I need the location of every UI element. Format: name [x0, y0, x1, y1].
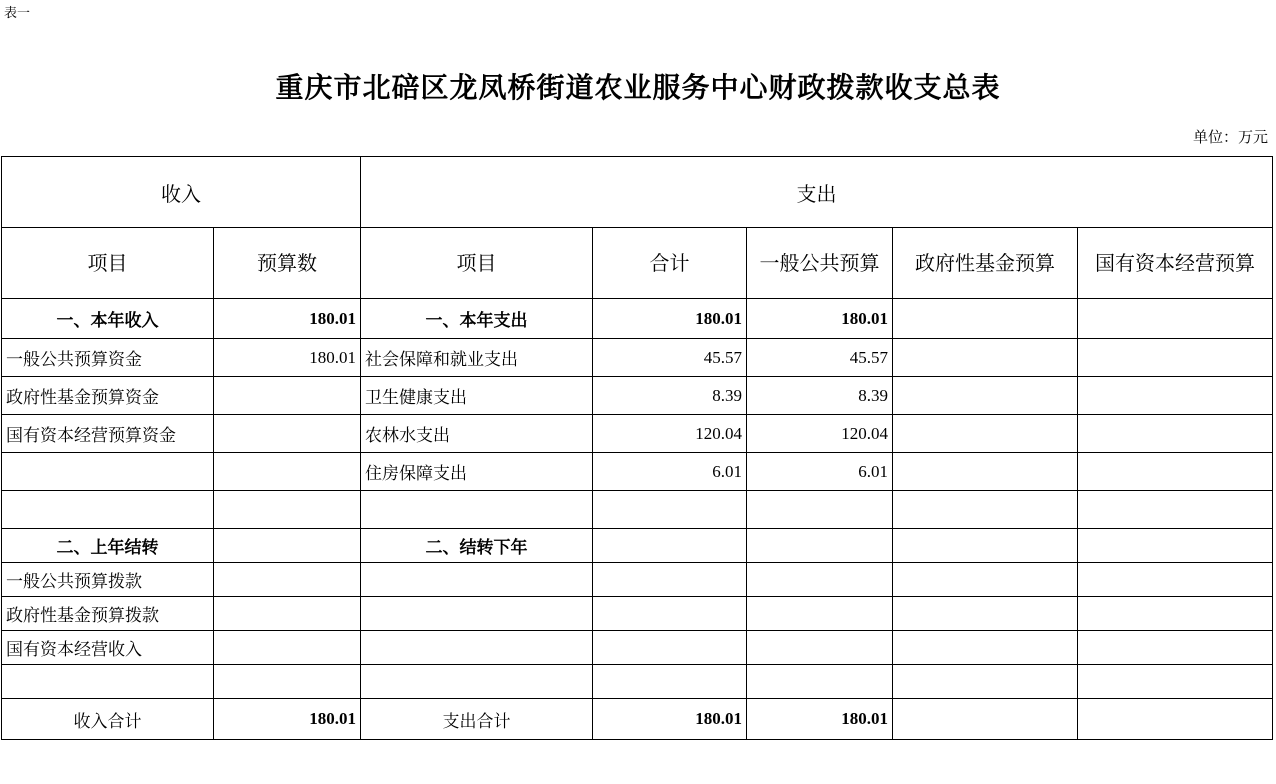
general-public-cell — [747, 665, 893, 699]
income-item-cell: 政府性基金预算资金 — [2, 377, 214, 415]
table-row — [2, 631, 1273, 665]
gov-fund-cell — [893, 597, 1078, 631]
expense-total-cell — [593, 563, 747, 597]
expense-item-cell: 二、结转下年 — [361, 529, 593, 563]
document-title: 重庆市北碚区龙凤桥街道农业服务中心财政拨款收支总表 — [275, 71, 1001, 104]
gov-fund-cell — [893, 491, 1078, 529]
gov-fund-cell — [893, 339, 1078, 377]
expense-item-cell — [361, 665, 593, 699]
state-capital-cell — [1078, 453, 1273, 491]
expense-item-cell — [361, 631, 593, 665]
income-budget-cell — [214, 415, 361, 453]
state-capital-cell — [1078, 563, 1273, 597]
income-item-cell: 收入合计 — [2, 699, 214, 740]
expense-total-cell: 120.04 — [593, 415, 747, 453]
state-capital-cell — [1078, 665, 1273, 699]
gov-fund-cell — [893, 631, 1078, 665]
gov-fund-cell — [893, 453, 1078, 491]
expense-total-cell: 180.01 — [593, 299, 747, 339]
table-label: 表一 — [4, 6, 31, 21]
gov-fund-cell — [893, 665, 1078, 699]
col-header-total: 合计 — [593, 228, 747, 299]
col-header-income-item: 项目 — [2, 228, 214, 299]
group-header-row — [2, 157, 1273, 228]
income-budget-cell — [214, 377, 361, 415]
expense-total-cell — [593, 491, 747, 529]
income-budget-cell — [214, 665, 361, 699]
expense-item-cell: 支出合计 — [361, 699, 593, 740]
general-public-cell: 8.39 — [747, 377, 893, 415]
state-capital-cell — [1078, 377, 1273, 415]
gov-fund-cell — [893, 699, 1078, 740]
state-capital-cell — [1078, 631, 1273, 665]
expense-total-cell: 45.57 — [593, 339, 747, 377]
general-public-cell: 45.57 — [747, 339, 893, 377]
general-public-cell: 180.01 — [747, 699, 893, 740]
income-budget-cell: 180.01 — [214, 339, 361, 377]
expense-total-cell — [593, 529, 747, 563]
total-row — [2, 699, 1273, 740]
table-row — [2, 299, 1273, 339]
income-item-cell: 国有资本经营收入 — [2, 631, 214, 665]
col-header-state-capital: 国有资本经营预算 — [1078, 228, 1273, 299]
income-budget-cell — [214, 563, 361, 597]
income-budget-cell — [214, 491, 361, 529]
expense-item-cell: 一、本年支出 — [361, 299, 593, 339]
table-row — [2, 339, 1273, 377]
income-item-cell: 一般公共预算拨款 — [2, 563, 214, 597]
expense-total-cell: 180.01 — [593, 699, 747, 740]
column-header-row — [2, 228, 1273, 299]
expense-item-cell: 卫生健康支出 — [361, 377, 593, 415]
unit-label: 单位：万元 — [1192, 128, 1268, 146]
expense-item-cell — [361, 597, 593, 631]
income-item-cell — [2, 491, 214, 529]
col-header-general-public: 一般公共预算 — [747, 228, 893, 299]
expense-total-cell — [593, 631, 747, 665]
state-capital-cell — [1078, 339, 1273, 377]
income-item-cell — [2, 453, 214, 491]
income-group-header: 收入 — [2, 157, 361, 228]
income-budget-cell: 180.01 — [214, 699, 361, 740]
table-row — [2, 529, 1273, 563]
state-capital-cell — [1078, 415, 1273, 453]
table-row — [2, 665, 1273, 699]
general-public-cell — [747, 631, 893, 665]
state-capital-cell — [1078, 491, 1273, 529]
income-budget-cell — [214, 597, 361, 631]
expense-total-cell — [593, 597, 747, 631]
budget-summary-table — [1, 156, 1273, 740]
table-row — [2, 563, 1273, 597]
expense-item-cell — [361, 563, 593, 597]
table-row — [2, 453, 1273, 491]
gov-fund-cell — [893, 563, 1078, 597]
income-item-cell: 一般公共预算资金 — [2, 339, 214, 377]
general-public-cell — [747, 491, 893, 529]
general-public-cell — [747, 597, 893, 631]
income-item-cell: 政府性基金预算拨款 — [2, 597, 214, 631]
table-row — [2, 377, 1273, 415]
general-public-cell — [747, 563, 893, 597]
expense-total-cell: 8.39 — [593, 377, 747, 415]
table-row — [2, 597, 1273, 631]
income-item-cell — [2, 665, 214, 699]
income-item-cell: 国有资本经营预算资金 — [2, 415, 214, 453]
expense-item-cell — [361, 491, 593, 529]
income-item-cell: 二、上年结转 — [2, 529, 214, 563]
gov-fund-cell — [893, 299, 1078, 339]
expense-group-header: 支出 — [361, 157, 1273, 228]
state-capital-cell — [1078, 699, 1273, 740]
income-budget-cell — [214, 453, 361, 491]
col-header-income-budget: 预算数 — [214, 228, 361, 299]
state-capital-cell — [1078, 597, 1273, 631]
income-budget-cell — [214, 631, 361, 665]
income-budget-cell — [214, 529, 361, 563]
gov-fund-cell — [893, 377, 1078, 415]
col-header-expense-item: 项目 — [361, 228, 593, 299]
table-row — [2, 491, 1273, 529]
gov-fund-cell — [893, 529, 1078, 563]
general-public-cell: 180.01 — [747, 299, 893, 339]
general-public-cell: 6.01 — [747, 453, 893, 491]
expense-item-cell: 住房保障支出 — [361, 453, 593, 491]
general-public-cell: 120.04 — [747, 415, 893, 453]
table-row — [2, 415, 1273, 453]
income-budget-cell: 180.01 — [214, 299, 361, 339]
state-capital-cell — [1078, 299, 1273, 339]
general-public-cell — [747, 529, 893, 563]
income-item-cell: 一、本年收入 — [2, 299, 214, 339]
expense-total-cell — [593, 665, 747, 699]
expense-item-cell: 社会保障和就业支出 — [361, 339, 593, 377]
expense-item-cell: 农林水支出 — [361, 415, 593, 453]
expense-total-cell: 6.01 — [593, 453, 747, 491]
state-capital-cell — [1078, 529, 1273, 563]
col-header-gov-fund: 政府性基金预算 — [893, 228, 1078, 299]
gov-fund-cell — [893, 415, 1078, 453]
